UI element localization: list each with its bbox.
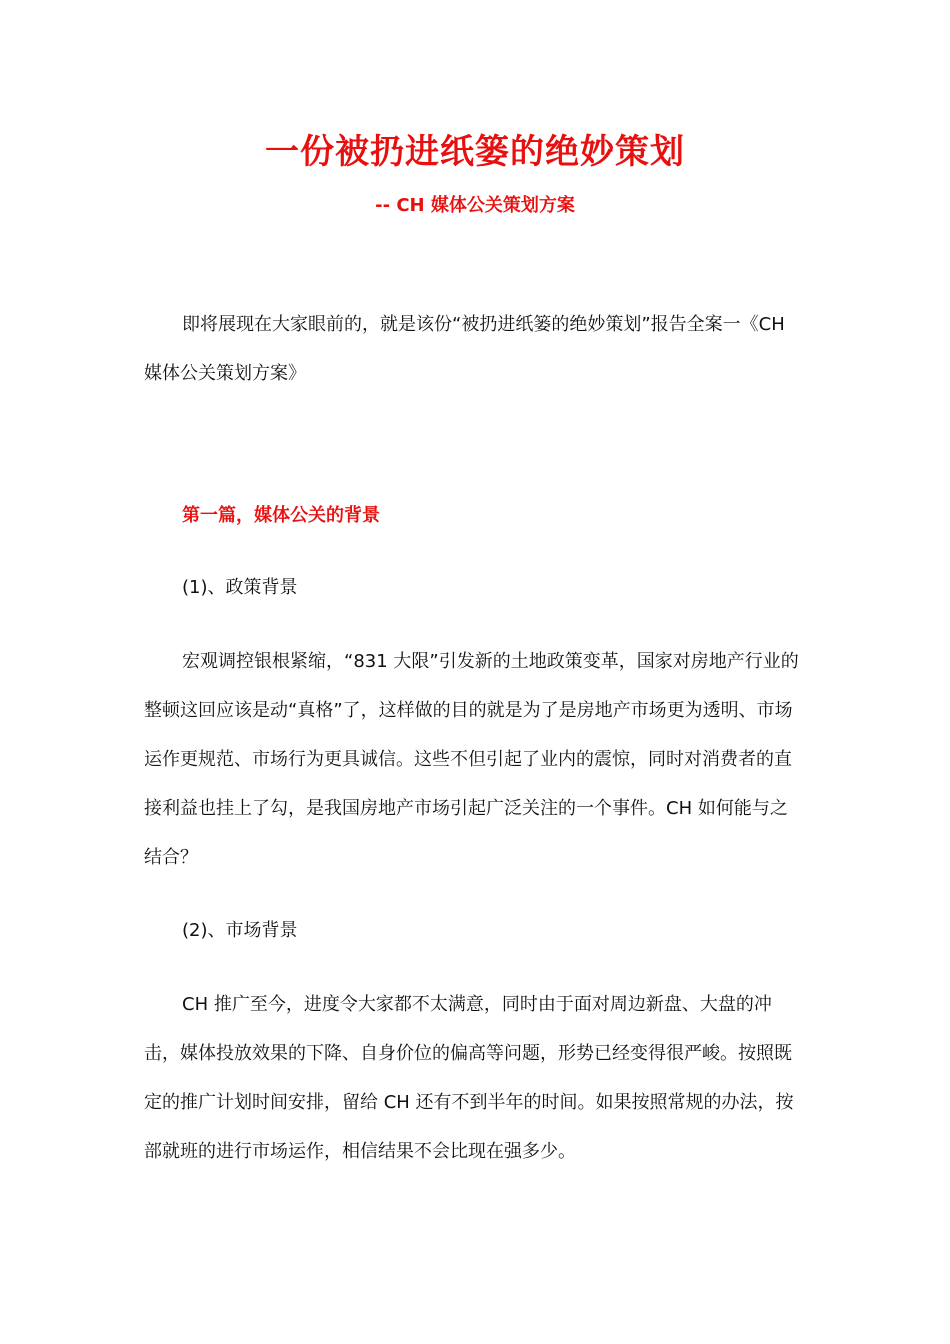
document-subtitle: -- CH 媒体公关策划方案 [375, 195, 575, 216]
market-background-heading: (2)、市场背景 [182, 920, 298, 941]
document-title: 一份被扔进纸篓的绝妙策划 [265, 132, 685, 172]
policy-background-heading: (1)、政策背景 [182, 577, 298, 598]
market-background-paragraph: CH 推广至今，进度令大家都不太满意，同时由于面对周边新盘、大盘的冲击，媒体投放效果的下降、自身价位的偏高等问题，形势已经变得很严峻。按照既定的推广计划时间安排，留给 CH 还有不到半年的时间。如果按照常规的办法，按部就班的进行市场运作，相信结果不会比现在强多少。 [144, 994, 794, 1162]
intro-paragraph: 即将展现在大家眼前的，就是该份“被扔进纸篓的绝妙策划”报告全案一《CH 媒体公关策划方案》 [144, 314, 785, 384]
section-heading: 第一篇，媒体公关的背景 [182, 505, 380, 526]
policy-background-paragraph: 宏观调控银根紧缩，“831 大限”引发新的土地政策变革，国家对房地产行业的整顿这回应该是动“真格”了，这样做的目的就是为了是房地产市场更为透明、市场运作更规范、市场行为更具诚信。这些不但引起了业内的震惊，同时对消费者的直接利益也挂上了勾，是我国房地产市场引起广泛关注的一个事件。CH 如何能与之结合？ [144, 651, 799, 868]
